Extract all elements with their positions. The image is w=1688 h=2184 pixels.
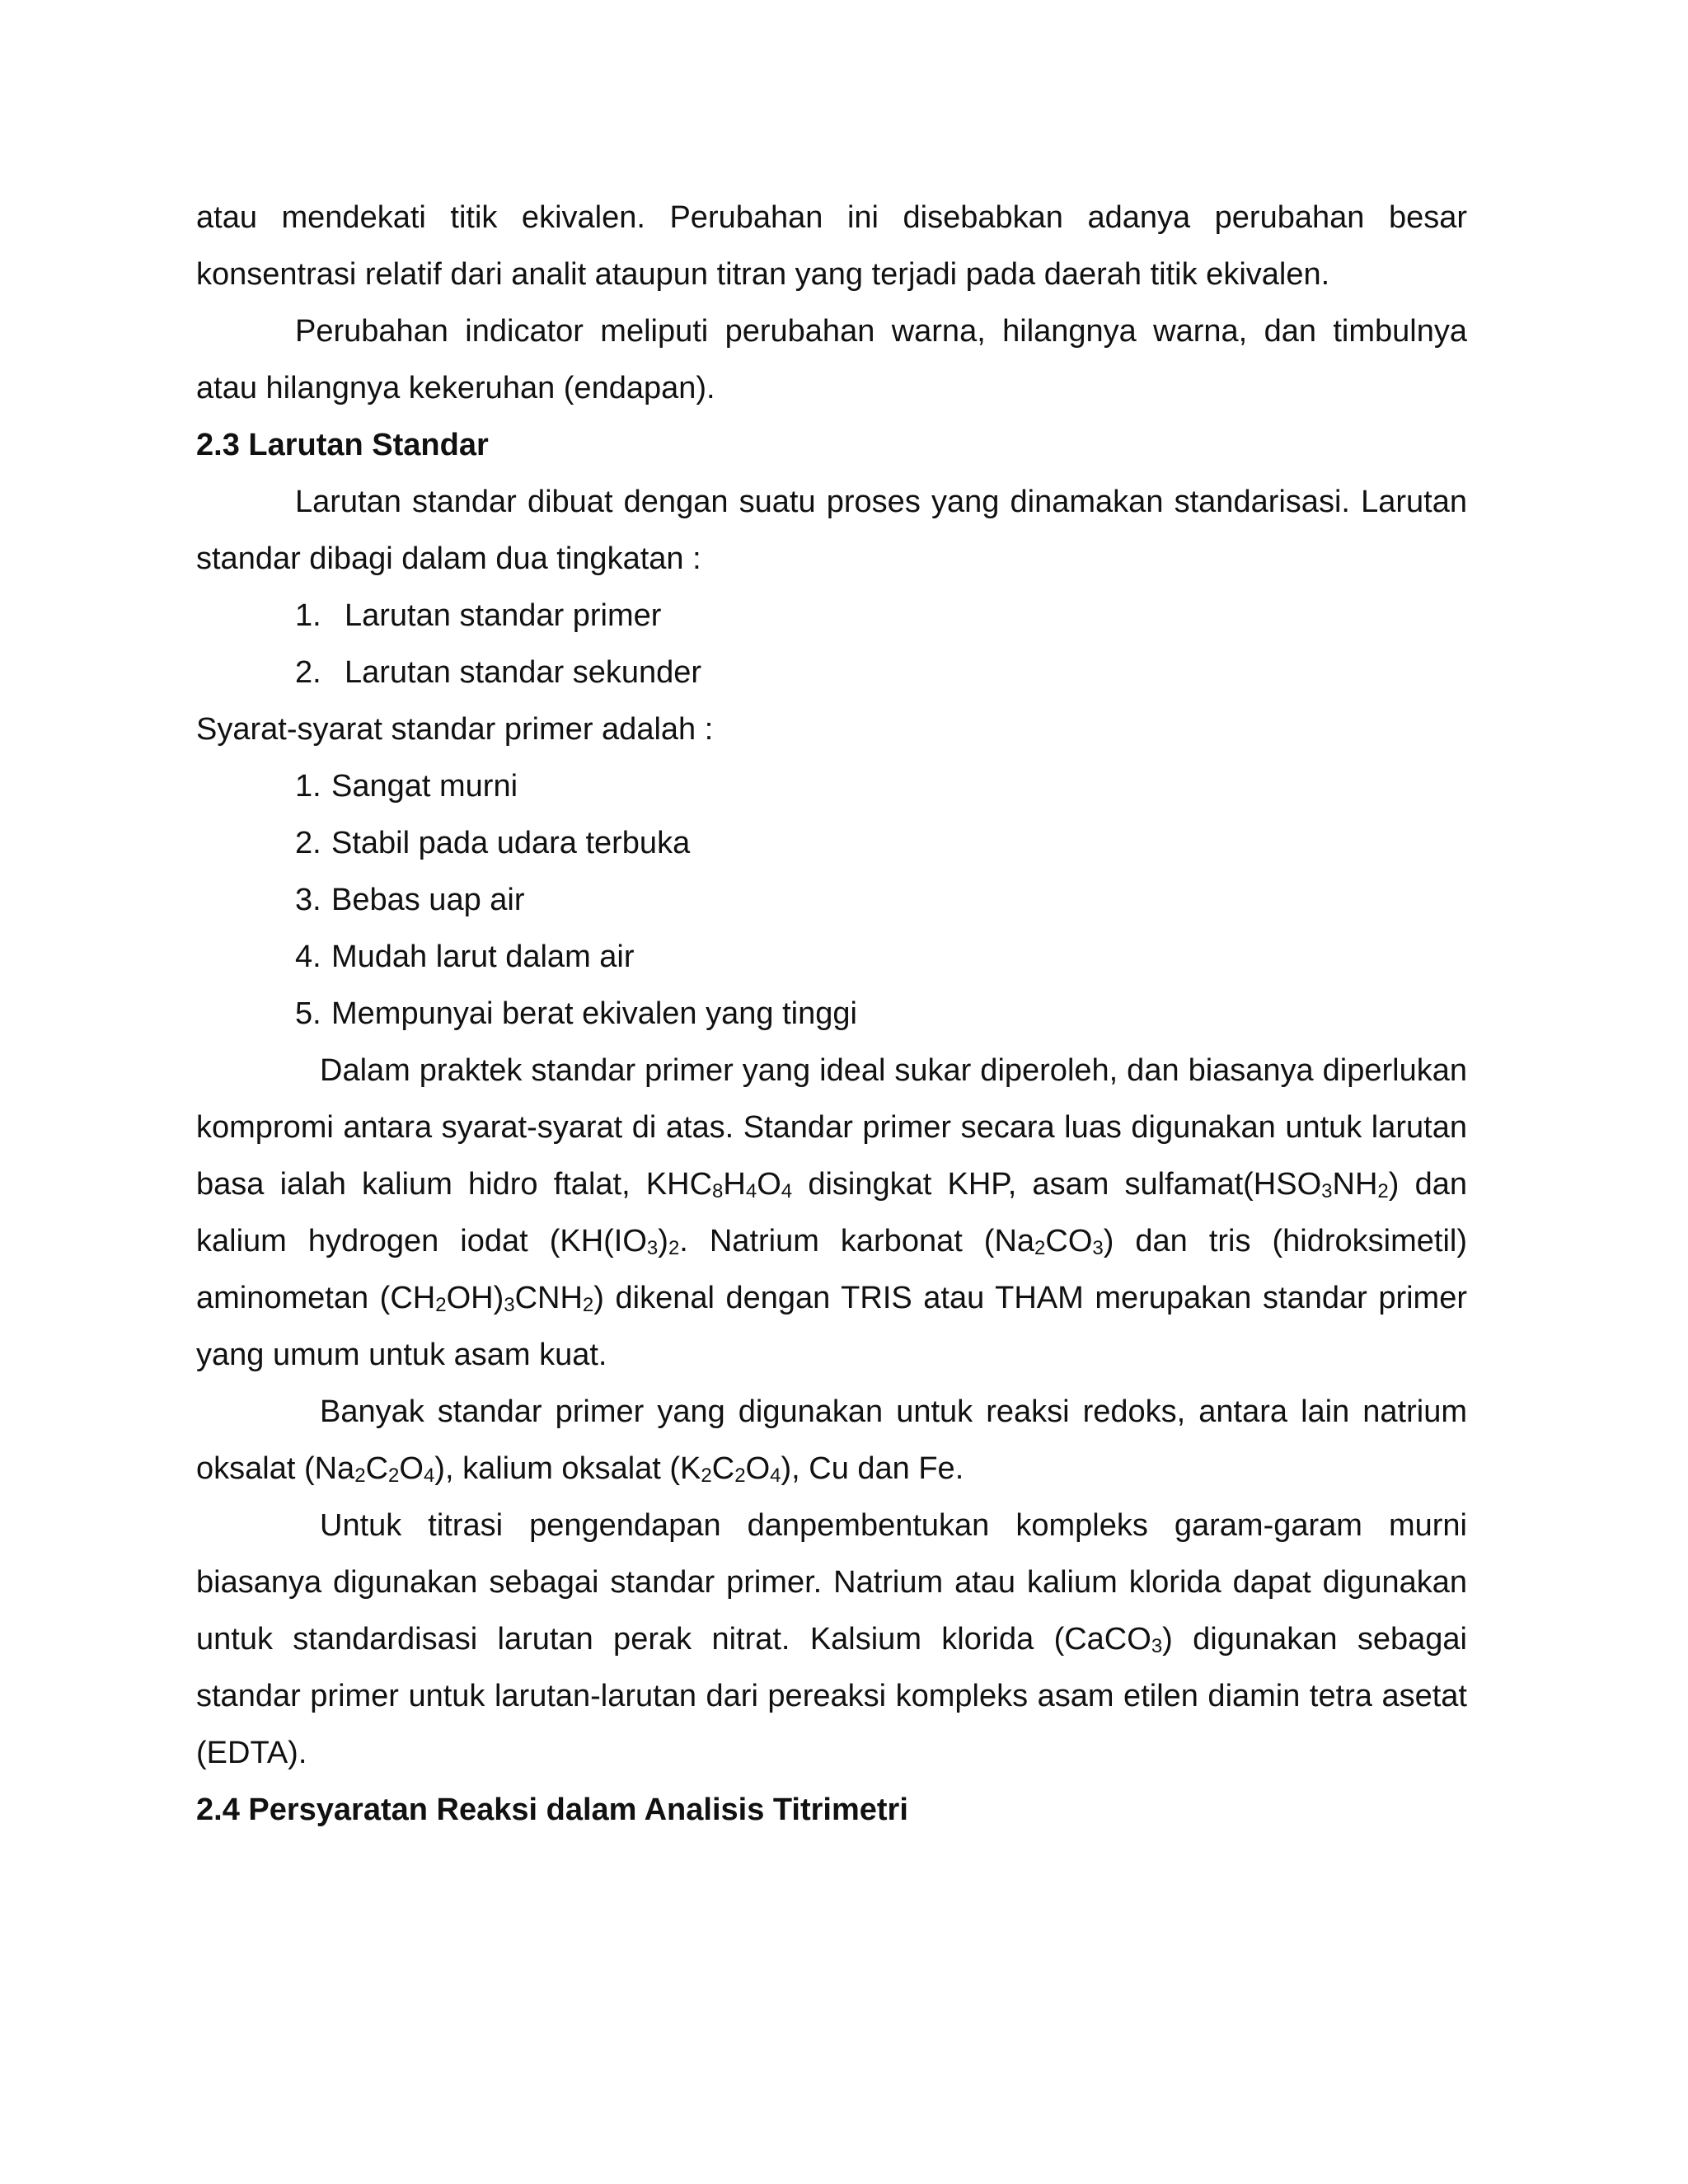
text-run: CO xyxy=(1045,1224,1093,1258)
list-item-number: 3. xyxy=(295,883,321,917)
text-run: ) dan tris (hidroksimetil) aminometan (CH xyxy=(196,1224,1467,1315)
list-item-number: 2. xyxy=(295,655,321,690)
text-run: C xyxy=(365,1451,389,1486)
text-run: ) xyxy=(658,1224,668,1258)
subscript: 3 xyxy=(504,1294,515,1316)
list-item xyxy=(196,588,1467,644)
subscript: 3 xyxy=(1151,1635,1163,1657)
subscript: 2 xyxy=(701,1465,712,1487)
subscript: 4 xyxy=(745,1180,757,1202)
subscript: 2 xyxy=(582,1294,594,1316)
text-run: O xyxy=(399,1451,424,1486)
text-run: Dalam praktek standar primer yang ideal sukar diperoleh, dan biasanya diperlukan kompromi antara syarat-syarat di atas. Standar primer secara luas digunakan untuk larutan basa ialah kalium hidro ftalat, KHC xyxy=(196,1053,1467,1202)
text-run: ) dikenal dengan TRIS atau THAM merupakan standar primer yang umum untuk asam kuat. xyxy=(196,1281,1467,1372)
list-item xyxy=(196,815,1467,872)
subscript: 4 xyxy=(423,1465,435,1487)
paragraph-larutan-standar: Larutan standar dibuat dengan suatu proses yang dinamakan standarisasi. Larutan standar dibagi dalam dua tingkatan : xyxy=(196,485,1467,576)
subscript: 3 xyxy=(1321,1180,1333,1202)
list-item-number: 5. xyxy=(295,996,321,1031)
list-item-text: Mudah larut dalam air xyxy=(331,940,635,974)
text-run: C xyxy=(711,1451,735,1486)
text-run: ) dan kalium hydrogen iodat (KH(IO xyxy=(196,1167,1467,1258)
text-run: NH xyxy=(1332,1167,1378,1202)
list-item-text: Larutan standar sekunder xyxy=(345,655,702,690)
text-run: ), kalium oksalat (K xyxy=(434,1451,701,1486)
list-item-text: Sangat murni xyxy=(331,769,518,804)
text-run: OH) xyxy=(446,1281,504,1315)
subscript: 2 xyxy=(1034,1237,1046,1259)
text-run: disingkat KHP, asam sulfamat(HSO xyxy=(792,1167,1322,1202)
list-item xyxy=(196,758,1467,815)
list-item-number: 1. xyxy=(295,769,321,804)
text-run: H xyxy=(723,1167,746,1202)
list-tingkatan xyxy=(196,588,1467,701)
subscript: 3 xyxy=(1092,1237,1104,1259)
list-item xyxy=(196,872,1467,929)
text-run: CNH xyxy=(514,1281,583,1315)
document-page xyxy=(196,190,1467,1839)
subscript: 4 xyxy=(781,1180,793,1202)
list-item-number: 1. xyxy=(295,598,321,633)
text-run: Banyak standar primer yang digunakan untuk reaksi redoks, antara lain natrium oksalat (Na xyxy=(196,1394,1467,1486)
list-syarat xyxy=(196,758,1467,1043)
section-heading-2-3: 2.3 Larutan Standar xyxy=(196,428,489,462)
subscript: 2 xyxy=(734,1465,746,1487)
list-item-text: Stabil pada udara terbuka xyxy=(331,826,691,860)
list-item-number: 4. xyxy=(295,940,321,974)
subscript: 2 xyxy=(668,1237,680,1259)
subscript: 2 xyxy=(435,1294,447,1316)
list-item-text: Bebas uap air xyxy=(331,883,525,917)
paragraph-indicator: Perubahan indicator meliputi perubahan warna, hilangnya warna, dan timbulnya atau hilangnya kekeruhan (endapan). xyxy=(196,314,1467,405)
paragraph-praktek xyxy=(196,1043,1467,1384)
list-item-text: Larutan standar primer xyxy=(345,598,662,633)
list-item xyxy=(196,986,1467,1043)
list-item xyxy=(196,644,1467,701)
subscript: 2 xyxy=(354,1465,366,1487)
paragraph-titrasi xyxy=(196,1497,1467,1782)
text-run: . Natrium karbonat (Na xyxy=(679,1224,1035,1258)
section-heading-2-4: 2.4 Persyaratan Reaksi dalam Analisis Titrimetri xyxy=(196,1793,908,1827)
paragraph-syarat: Syarat-syarat standar primer adalah : xyxy=(196,712,714,747)
subscript: 2 xyxy=(1377,1180,1389,1202)
subscript: 4 xyxy=(770,1465,781,1487)
subscript: 2 xyxy=(388,1465,400,1487)
list-item-text: Mempunyai berat ekivalen yang tinggi xyxy=(331,996,857,1031)
paragraph-redoks xyxy=(196,1384,1467,1497)
text-run: O xyxy=(745,1451,771,1486)
text-run: ), Cu dan Fe. xyxy=(781,1451,964,1486)
text-run: O xyxy=(757,1167,781,1202)
subscript: 8 xyxy=(712,1180,724,1202)
list-item-number: 2. xyxy=(295,826,321,860)
subscript: 3 xyxy=(646,1237,659,1259)
list-item xyxy=(196,929,1467,986)
text-run: ) digunakan sebagai standar primer untuk larutan-larutan dari pereaksi kompleks asam etilen diamin tetra asetat (EDTA). xyxy=(196,1622,1467,1770)
text-run: Untuk titrasi pengendapan danpembentukan kompleks garam-garam murni biasanya digunakan sebagai standar primer. Natrium atau kalium klorida dapat digunakan untuk standardisasi larutan perak nitrat. Kalsium klorida (CaCO xyxy=(196,1508,1467,1657)
paragraph-intro-continuation: atau mendekati titik ekivalen. Perubahan ini disebabkan adanya perubahan besar konsentrasi relatif dari analit ataupun titran yang terjadi pada daerah titik ekivalen. xyxy=(196,200,1467,292)
